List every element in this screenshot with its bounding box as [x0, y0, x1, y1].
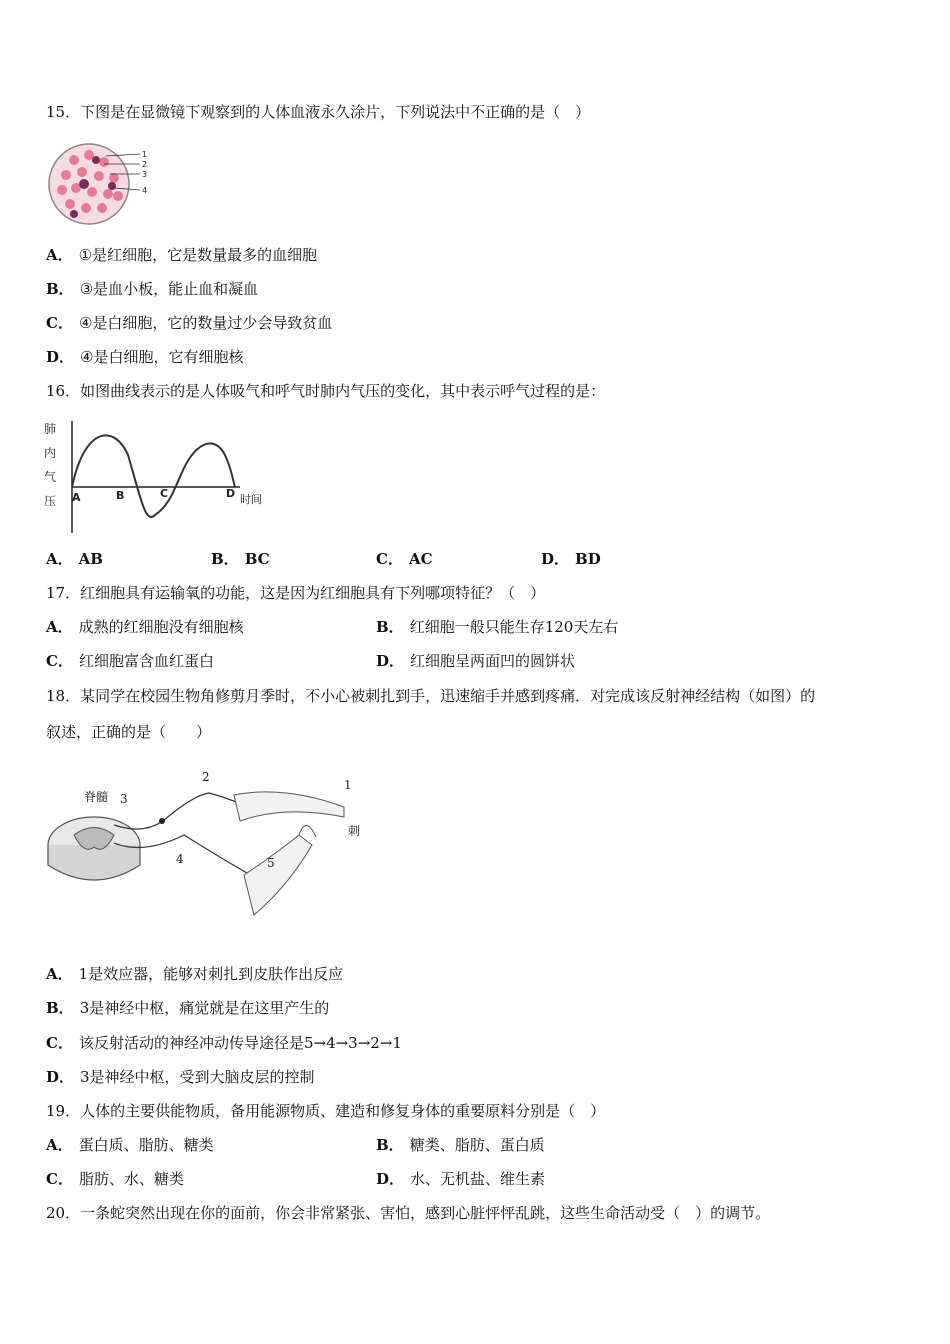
q20-stem: 20．一条蛇突然出现在你的面前，你会非常紧张、害怕，感到心脏怦怦乱跳，这些生命活动受（ ）的调节。 — [46, 1204, 771, 1222]
lung-pressure-figure — [40, 415, 280, 540]
blood-smear-figure — [44, 140, 154, 230]
q17-options-row2 — [46, 651, 706, 671]
q15-option-d[interactable]: D． ④是白细胞，它有细胞核 — [46, 348, 244, 366]
q15-stem: 15．下图是在显微镜下观察到的人体血液永久涂片，下列说法中不正确的是（ ） — [46, 103, 591, 121]
q19-option-a[interactable]: A． 蛋白质、脂肪、糖类 — [46, 1136, 214, 1154]
svg-text:D: D — [226, 487, 236, 500]
q19-option-b[interactable]: B． 糖类、脂肪、蛋白质 — [376, 1136, 545, 1154]
q17-option-b[interactable]: B． 红细胞一般只能生存120天左右 — [376, 618, 619, 636]
svg-text:压: 压 — [44, 494, 57, 508]
q19-options-row1 — [46, 1135, 706, 1155]
svg-text:5: 5 — [267, 856, 275, 870]
q19-options-row2 — [46, 1169, 706, 1189]
svg-text:B: B — [116, 489, 125, 502]
svg-text:内: 内 — [44, 446, 57, 460]
svg-text:4: 4 — [176, 852, 184, 866]
q19-option-d[interactable]: D． 水、无机盐、维生素 — [376, 1170, 546, 1188]
q18-stem-line2: 叙述，正确的是（ ） — [46, 723, 212, 741]
q16-option-a[interactable]: A． AB — [46, 550, 103, 568]
reflex-arc-figure — [44, 765, 374, 945]
smear-label-1: 1 — [142, 150, 148, 159]
q17-option-a[interactable]: A． 成熟的红细胞没有细胞核 — [46, 618, 244, 636]
svg-text:肺: 肺 — [44, 422, 57, 436]
q17-stem: 17．红细胞具有运输氧的功能，这是因为红细胞具有下列哪项特征？（ ） — [46, 584, 546, 602]
q16-option-d[interactable]: D． BD — [541, 550, 601, 568]
smear-label-4: 4 — [142, 186, 148, 195]
q15-option-a[interactable]: A． ①是红细胞，它是数量最多的血细胞 — [46, 246, 318, 264]
svg-text:C: C — [160, 487, 169, 500]
q15-option-b[interactable]: B． ③是血小板，能止血和凝血 — [46, 280, 259, 298]
q16-options — [46, 549, 706, 569]
svg-text:脊髓: 脊髓 — [84, 790, 109, 804]
svg-text:3: 3 — [120, 792, 128, 806]
q16-option-c[interactable]: C． AC — [376, 550, 433, 568]
svg-text:1: 1 — [344, 778, 352, 792]
q19-stem: 19．人体的主要供能物质，备用能源物质、建造和修复身体的重要原料分别是（ ） — [46, 1102, 606, 1120]
smear-label-2: 2 — [142, 160, 148, 169]
svg-text:A: A — [72, 491, 81, 504]
q19-option-c[interactable]: C． 脂肪、水、糖类 — [46, 1170, 184, 1188]
q18-option-d[interactable]: D． 3是神经中枢，受到大脑皮层的控制 — [46, 1068, 315, 1086]
svg-text:气: 气 — [44, 470, 57, 484]
svg-text:时间: 时间 — [240, 493, 262, 506]
q18-stem-line1: 18．某同学在校园生物角修剪月季时，不小心被刺扎到手，迅速缩手并感到疼痛．对完成该反射神经结构（如图）的 — [46, 687, 816, 705]
svg-text:刺: 刺 — [348, 824, 361, 838]
smear-label-3: 3 — [142, 170, 148, 179]
q18-option-b[interactable]: B． 3是神经中枢，痛觉就是在这里产生的 — [46, 999, 330, 1017]
q15-option-c[interactable]: C． ④是白细胞，它的数量过少会导致贫血 — [46, 314, 333, 332]
q18-option-c[interactable]: C． 该反射活动的神经冲动传导途径是5→4→3→2→1 — [46, 1034, 402, 1052]
q17-options-row1 — [46, 617, 706, 637]
q17-option-d[interactable]: D． 红细胞呈两面凹的圆饼状 — [376, 652, 576, 670]
q17-option-c[interactable]: C． 红细胞富含血红蛋白 — [46, 652, 214, 670]
q16-option-b[interactable]: B． BC — [211, 550, 270, 568]
q18-option-a[interactable]: A． 1是效应器，能够对刺扎到皮肤作出反应 — [46, 965, 344, 983]
svg-text:2: 2 — [202, 770, 210, 784]
q16-stem: 16．如图曲线表示的是人体吸气和呼气时肺内气压的变化，其中表示呼气过程的是： — [46, 382, 606, 400]
